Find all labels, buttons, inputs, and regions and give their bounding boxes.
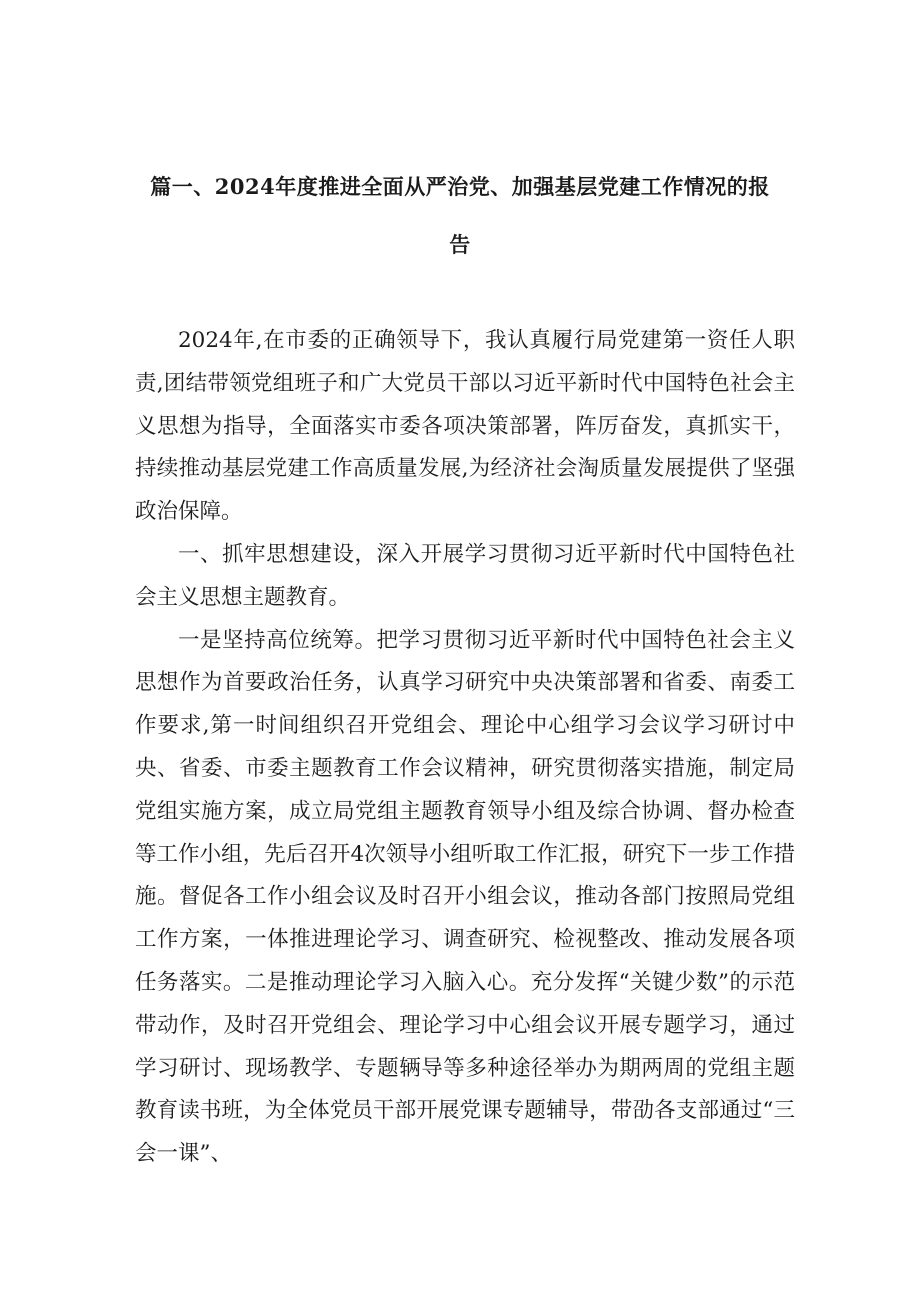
paragraph-intro: 2024年,在市委的正确领导下，我认真履行局党建第一资任人职责,团结带领党组班子和广大党员干部以习近平新时代中国特色社会主义思想为指导，全面落实市委各项决策部署，阵厉奋发，真抓实干，持续推动基层党建工作高质量发展,为经济社会淘质量发展提供了坚强政治保障。 (135, 328, 795, 525)
title-line-1: 篇一、2024年度推进全面从严治党、加强基层党建工作情况的报 (150, 174, 770, 199)
paragraph-section-body: 一是坚持高位统筹。把学习贯彻习近平新时代中国特色社会主义思想作为首要政治任务，认真学习研究中央决策部署和省委、南委工作要求,第一时间组织召开党组会、理论中心组学习会议学习研讨中央、省委、市委主题教育工作会议精神，研究贯彻落实措施，制定局党组实施方案，成立局党组主题教育领导小组及综合协调、督办检查等工作小组，先后召开4次领导小组听取工作汇报，研究下一步工作措施。督促各工作小组会议及时召开小组会议，推动各部门按照局党组工作方案，一体推进理论学习、调查研究、检视整改、推动发展各项任务落实。二是推动理论学习入脑入心。充分发挥“关键少数”的示范带动作，及时召开党组会、理论学习中心组会议开展专题学习，通过学习研讨、现场教学、专题辆导等多种途径举办为期两周的党组主题教育读书班，为全体党员干部开展党课专题辅导，带劭各支部通过“三会一课”、 (135, 627, 795, 1167)
document-body (135, 320, 795, 1176)
paragraph-section-heading: 一、抓牢思想建设，深入开展学习贯彻习近平新时代中国特色社会主义思想主题教育。 (135, 541, 795, 610)
title-line-2: 告 (449, 232, 471, 257)
document-title (120, 158, 800, 274)
